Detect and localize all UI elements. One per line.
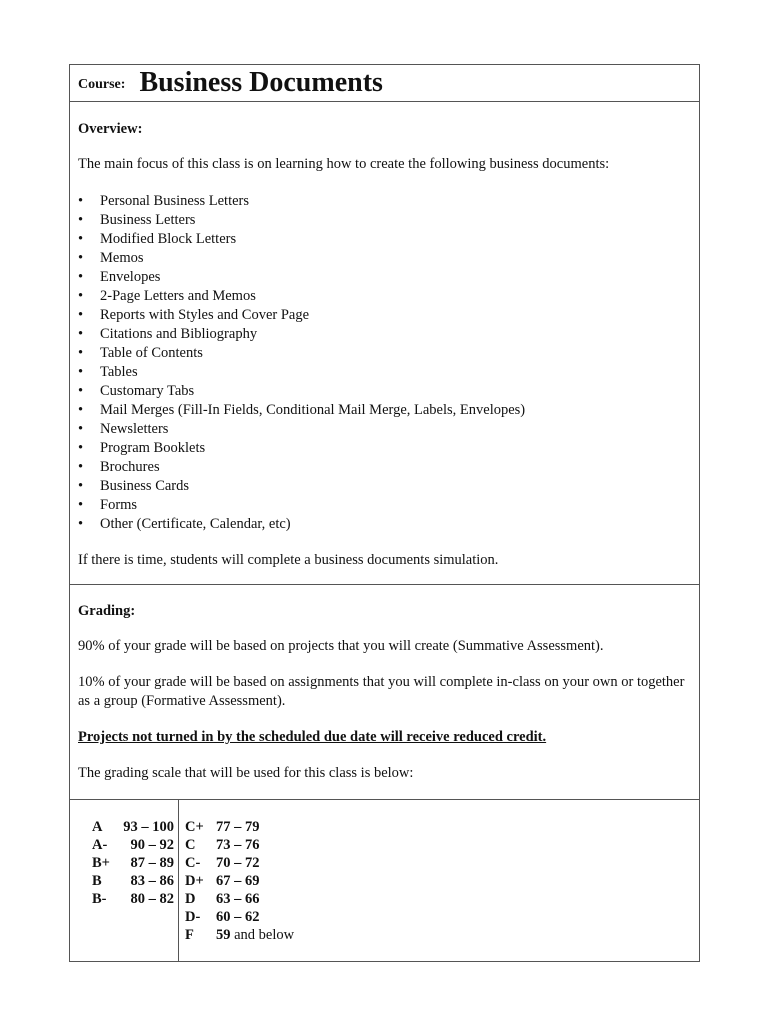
list-item-label: Table of Contents: [100, 345, 203, 361]
grading-section: [70, 585, 699, 800]
bullet-icon: •: [78, 345, 84, 361]
list-item-label: Forms: [100, 497, 138, 513]
list-item-label: Business Letters: [100, 212, 196, 228]
bullet-icon: •: [78, 250, 84, 266]
grade-range: [216, 908, 260, 926]
list-item-label: Brochures: [100, 459, 160, 475]
list-item-label: Mail Merges (Fill-In Fields, Conditional Mail Merge, Labels, Envelopes): [100, 402, 526, 418]
list-item-label: Other (Certificate, Calendar, etc): [100, 516, 291, 532]
grade-row: [185, 836, 294, 854]
grade-range-value: 73 – 76: [216, 837, 260, 853]
list-item: [78, 439, 691, 458]
list-item: [78, 477, 691, 496]
grade-range-value: 90 – 92: [130, 837, 174, 853]
grade-range: [216, 872, 260, 890]
list-item: [78, 249, 691, 268]
list-item: [78, 287, 691, 306]
document-list: [78, 192, 691, 534]
list-item: [78, 325, 691, 344]
list-item: [78, 382, 691, 401]
grade-letter: C: [185, 837, 196, 853]
grading-summative-text: 90% of your grade will be based on projects that you will create (Summative Assessment).: [78, 638, 604, 654]
bullet-icon: •: [78, 288, 84, 304]
grade-range: [108, 854, 174, 872]
grading-heading: Grading:: [78, 603, 136, 619]
list-item: [78, 306, 691, 325]
list-item-label: Program Booklets: [100, 440, 206, 456]
grading-scale-intro: The grading scale that will be used for this class is below:: [78, 765, 414, 781]
list-item-label: Newsletters: [100, 421, 169, 437]
list-item: [78, 192, 691, 211]
bullet-icon: •: [78, 421, 84, 437]
grade-range: [108, 818, 174, 836]
grade-range: [216, 836, 260, 854]
late-work-warning: Projects not turned in by the scheduled due date will receive reduced credit.: [78, 729, 547, 745]
grading-scale-left-column: [70, 800, 179, 961]
list-item: [78, 268, 691, 287]
grade-range-value: 70 – 72: [216, 855, 260, 871]
list-item-label: Personal Business Letters: [100, 193, 250, 209]
grade-letter: B-: [92, 891, 107, 907]
grade-range: [216, 890, 260, 908]
list-item-label: Customary Tabs: [100, 383, 195, 399]
grade-letter: D-: [185, 909, 201, 925]
bullet-icon: •: [78, 364, 84, 380]
grade-range-value: 77 – 79: [216, 819, 260, 835]
grade-range: [108, 872, 174, 890]
grade-letter: B: [92, 873, 102, 889]
grade-row: [70, 872, 178, 890]
grade-range-suffix: and below: [230, 927, 295, 943]
grading-scale-right-column: [179, 800, 294, 961]
bullet-icon: •: [78, 326, 84, 342]
bullet-icon: •: [78, 459, 84, 475]
list-item: [78, 344, 691, 363]
grade-letter: D: [185, 891, 196, 907]
grade-letter: D+: [185, 873, 204, 889]
course-header: [70, 65, 699, 102]
bullet-icon: •: [78, 478, 84, 494]
grade-letter: C+: [185, 819, 204, 835]
syllabus-document: [69, 64, 700, 962]
list-item-label: Memos: [100, 250, 144, 266]
grade-row: [70, 818, 178, 836]
list-item-label: Reports with Styles and Cover Page: [100, 307, 310, 323]
bullet-icon: •: [78, 212, 84, 228]
bullet-icon: •: [78, 307, 84, 323]
bullet-icon: •: [78, 440, 84, 456]
grade-range-value: 60 – 62: [216, 909, 260, 925]
grade-letter: B+: [92, 855, 110, 871]
grade-range-value: 59: [216, 927, 231, 943]
bullet-icon: •: [78, 516, 84, 532]
grade-range: [108, 836, 174, 854]
grade-row: [70, 836, 178, 854]
grade-row: [185, 926, 294, 944]
grade-row: [185, 872, 294, 890]
list-item-label: Citations and Bibliography: [100, 326, 258, 342]
bullet-icon: •: [78, 497, 84, 513]
list-item: [78, 496, 691, 515]
course-label: Course:: [78, 77, 126, 92]
list-item-label: Envelopes: [100, 269, 161, 285]
list-item-label: Modified Block Letters: [100, 231, 237, 247]
grade-range: [108, 890, 174, 908]
grade-range: [216, 854, 260, 872]
grade-range-value: 63 – 66: [216, 891, 260, 907]
grading-formative-text: 10% of your grade will be based on assignments that you will complete in-class on your own or together as a group (Formative Assessment).: [78, 674, 685, 709]
bullet-icon: •: [78, 383, 84, 399]
list-item-label: 2-Page Letters and Memos: [100, 288, 256, 304]
bullet-icon: •: [78, 269, 84, 285]
grading-scale-table: [70, 800, 699, 961]
list-item: [78, 458, 691, 477]
grade-range-value: 80 – 82: [130, 891, 174, 907]
list-item-label: Business Cards: [100, 478, 190, 494]
bullet-icon: •: [78, 231, 84, 247]
overview-section: [70, 102, 699, 585]
grade-range-value: 87 – 89: [130, 855, 174, 871]
grade-range-value: 93 – 100: [123, 819, 174, 835]
grade-range: [216, 818, 260, 836]
grade-row: [185, 854, 294, 872]
overview-outro: If there is time, students will complete a business documents simulation.: [78, 552, 499, 568]
bullet-icon: •: [78, 193, 84, 209]
grade-row: [70, 890, 178, 908]
grade-row: [185, 908, 294, 926]
list-item: [78, 401, 691, 420]
list-item: [78, 230, 691, 249]
grade-row: [70, 854, 178, 872]
grade-letter: A: [92, 819, 103, 835]
grade-range-value: 67 – 69: [216, 873, 260, 889]
list-item: [78, 211, 691, 230]
grade-letter: C-: [185, 855, 201, 871]
grade-row: [185, 818, 294, 836]
list-item: [78, 515, 691, 534]
grade-row: [185, 890, 294, 908]
course-title: Business Documents: [139, 67, 383, 98]
grade-letter: F: [185, 927, 194, 943]
overview-intro: The main focus of this class is on learning how to create the following business documents:: [78, 156, 610, 172]
grade-range: [216, 926, 294, 944]
overview-heading: Overview:: [78, 121, 143, 137]
list-item: [78, 420, 691, 439]
grade-letter: A-: [92, 837, 108, 853]
list-item: [78, 363, 691, 382]
bullet-icon: •: [78, 402, 84, 418]
list-item-label: Tables: [100, 364, 138, 380]
grade-range-value: 83 – 86: [130, 873, 174, 889]
